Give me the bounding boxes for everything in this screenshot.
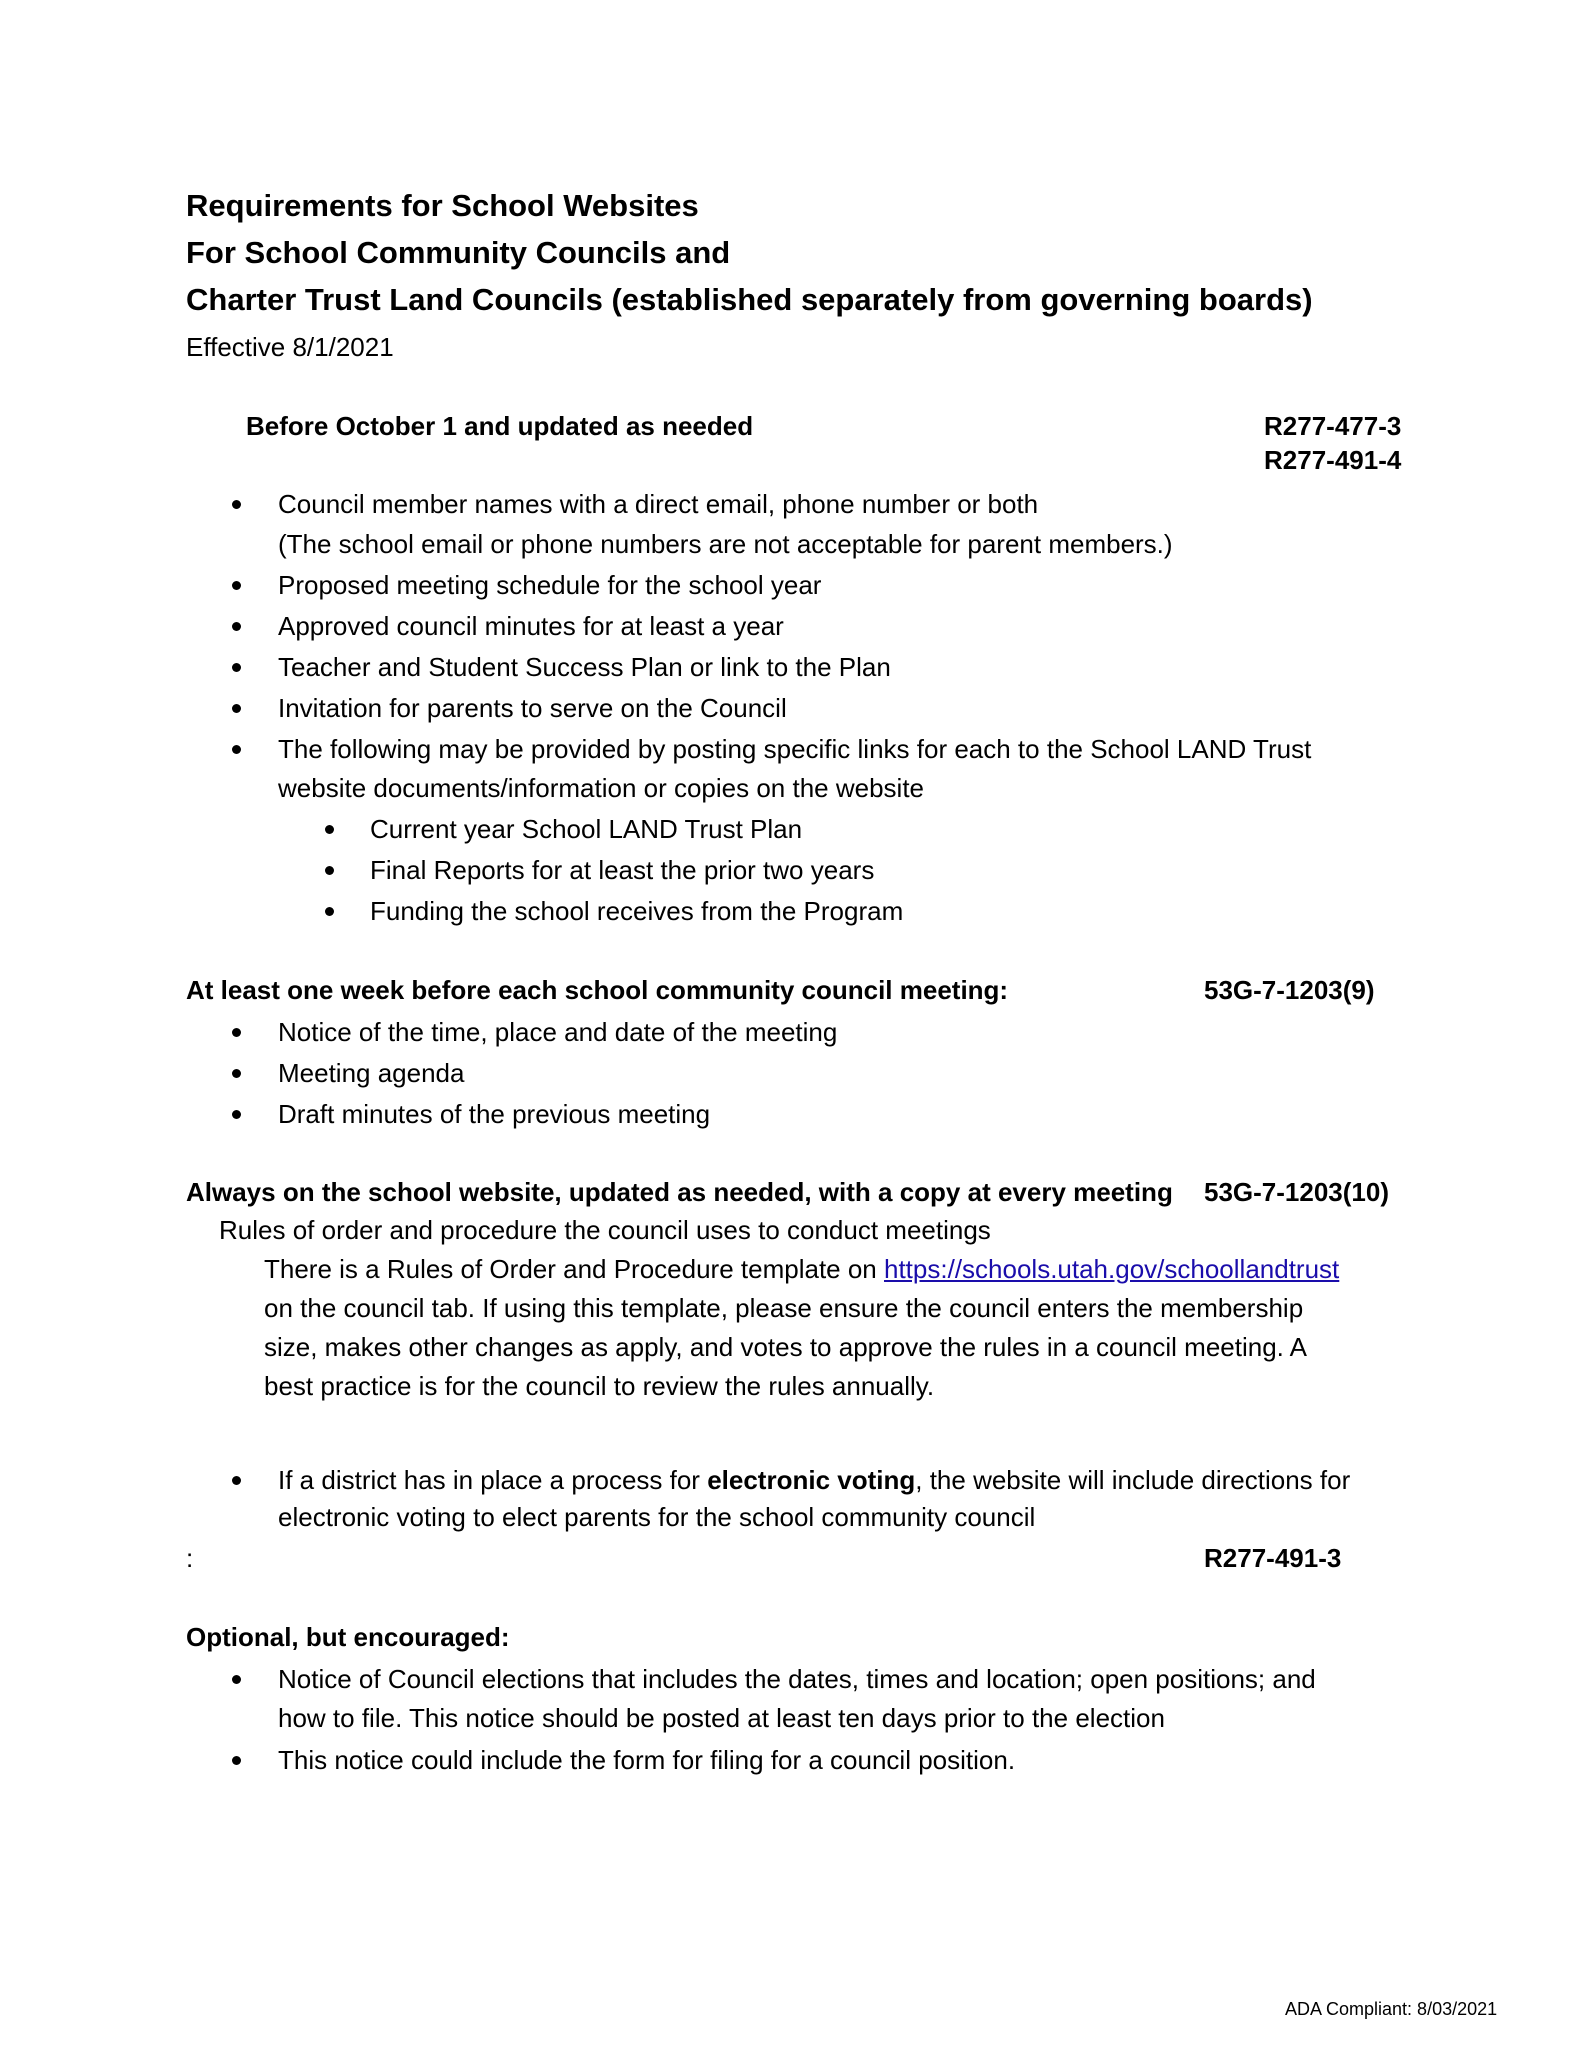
title-line-1: Requirements for School Websites [186,188,699,223]
section2-heading: At least one week before each school community council meeting: [186,975,1009,1005]
electronic-voting-item-continuation: electronic voting to elect parents for the school community council [278,1502,1036,1532]
voting-prefix: If a district has in place a process for [278,1465,708,1495]
list-item: Notice of the time, place and date of the meeting [278,1017,838,1047]
list-item: Draft minutes of the previous meeting [278,1099,711,1129]
title-line-3: Charter Trust Land Councils (established separately from governing boards) [186,282,1313,317]
bullet-icon [232,622,241,631]
list-item: The following may be provided by posting specific links for each to the School LAND Trust [278,734,1312,764]
section2-ref: 53G-7-1203(9) [1204,975,1375,1005]
bullet-icon [232,745,241,754]
bullet-icon [325,907,334,916]
bullet-icon [325,866,334,875]
list-item: Teacher and Student Success Plan or link to the Plan [278,652,891,682]
bullet-icon [232,1756,241,1765]
sub-list-item: Current year School LAND Trust Plan [370,814,803,844]
bullet-icon [232,1028,241,1037]
bullet-icon [232,500,241,509]
list-item: Approved council minutes for at least a year [278,611,784,641]
list-item-continuation: how to file. This notice should be posted at least ten days prior to the election [278,1703,1165,1733]
bullet-icon [232,1675,241,1684]
voting-bold: electronic voting [707,1465,916,1495]
bullet-icon [325,825,334,834]
voting-ref: R277-491-3 [1204,1543,1342,1573]
section1-ref-1: R277-477-3 [1264,411,1402,441]
voting-suffix: , the website will include directions for [915,1465,1351,1495]
section3-subheading: Rules of order and procedure the council uses to conduct meetings [219,1215,991,1245]
list-item: Council member names with a direct email, phone number or both [278,489,1039,519]
list-item-continuation: website documents/information or copies on the website [278,773,925,803]
bullet-icon [232,663,241,672]
sub-list-item: Funding the school receives from the Program [370,896,904,926]
schoollandtrust-link[interactable]: https://schools.utah.gov/schoollandtrust [884,1254,1340,1284]
ada-compliant-footer: ADA Compliant: 8/03/2021 [1285,1999,1498,2019]
rules-paragraph-line-4: best practice is for the council to review the rules annually. [264,1371,935,1401]
list-item: Meeting agenda [278,1058,465,1088]
section3-heading: Always on the school website, updated as needed, with a copy at every meeting [186,1177,1173,1207]
rules-paragraph-line-2: on the council tab. If using this template, please ensure the council enters the membership [264,1293,1304,1323]
bullet-icon [232,1110,241,1119]
list-item: This notice could include the form for filing for a council position. [278,1745,1016,1775]
rules-paragraph-line-1 [264,1252,1339,1286]
stray-colon: : [186,1543,194,1573]
list-item: Notice of Council elections that includes the dates, times and location; open positions; and [278,1664,1316,1694]
section1-ref-2: R277-491-4 [1264,445,1402,475]
rules-paragraph-prefix: There is a Rules of Order and Procedure template on [264,1254,884,1284]
electronic-voting-item [278,1463,1350,1497]
effective-date: Effective 8/1/2021 [186,332,394,362]
sub-list-item: Final Reports for at least the prior two years [370,855,875,885]
bullet-icon [232,1476,241,1485]
rules-paragraph-line-3: size, makes other changes as apply, and votes to approve the rules in a council meeting. A [264,1332,1308,1362]
list-item: Proposed meeting schedule for the school year [278,570,822,600]
bullet-icon [232,1069,241,1078]
bullet-icon [232,581,241,590]
section1-heading: Before October 1 and updated as needed [246,411,754,441]
bullet-icon [232,704,241,713]
section3-ref: 53G-7-1203(10) [1204,1177,1389,1207]
section4-heading: Optional, but encouraged: [186,1622,510,1652]
list-item-continuation: (The school email or phone numbers are not acceptable for parent members.) [278,529,1173,559]
title-line-2: For School Community Councils and [186,235,731,270]
list-item: Invitation for parents to serve on the Council [278,693,787,723]
